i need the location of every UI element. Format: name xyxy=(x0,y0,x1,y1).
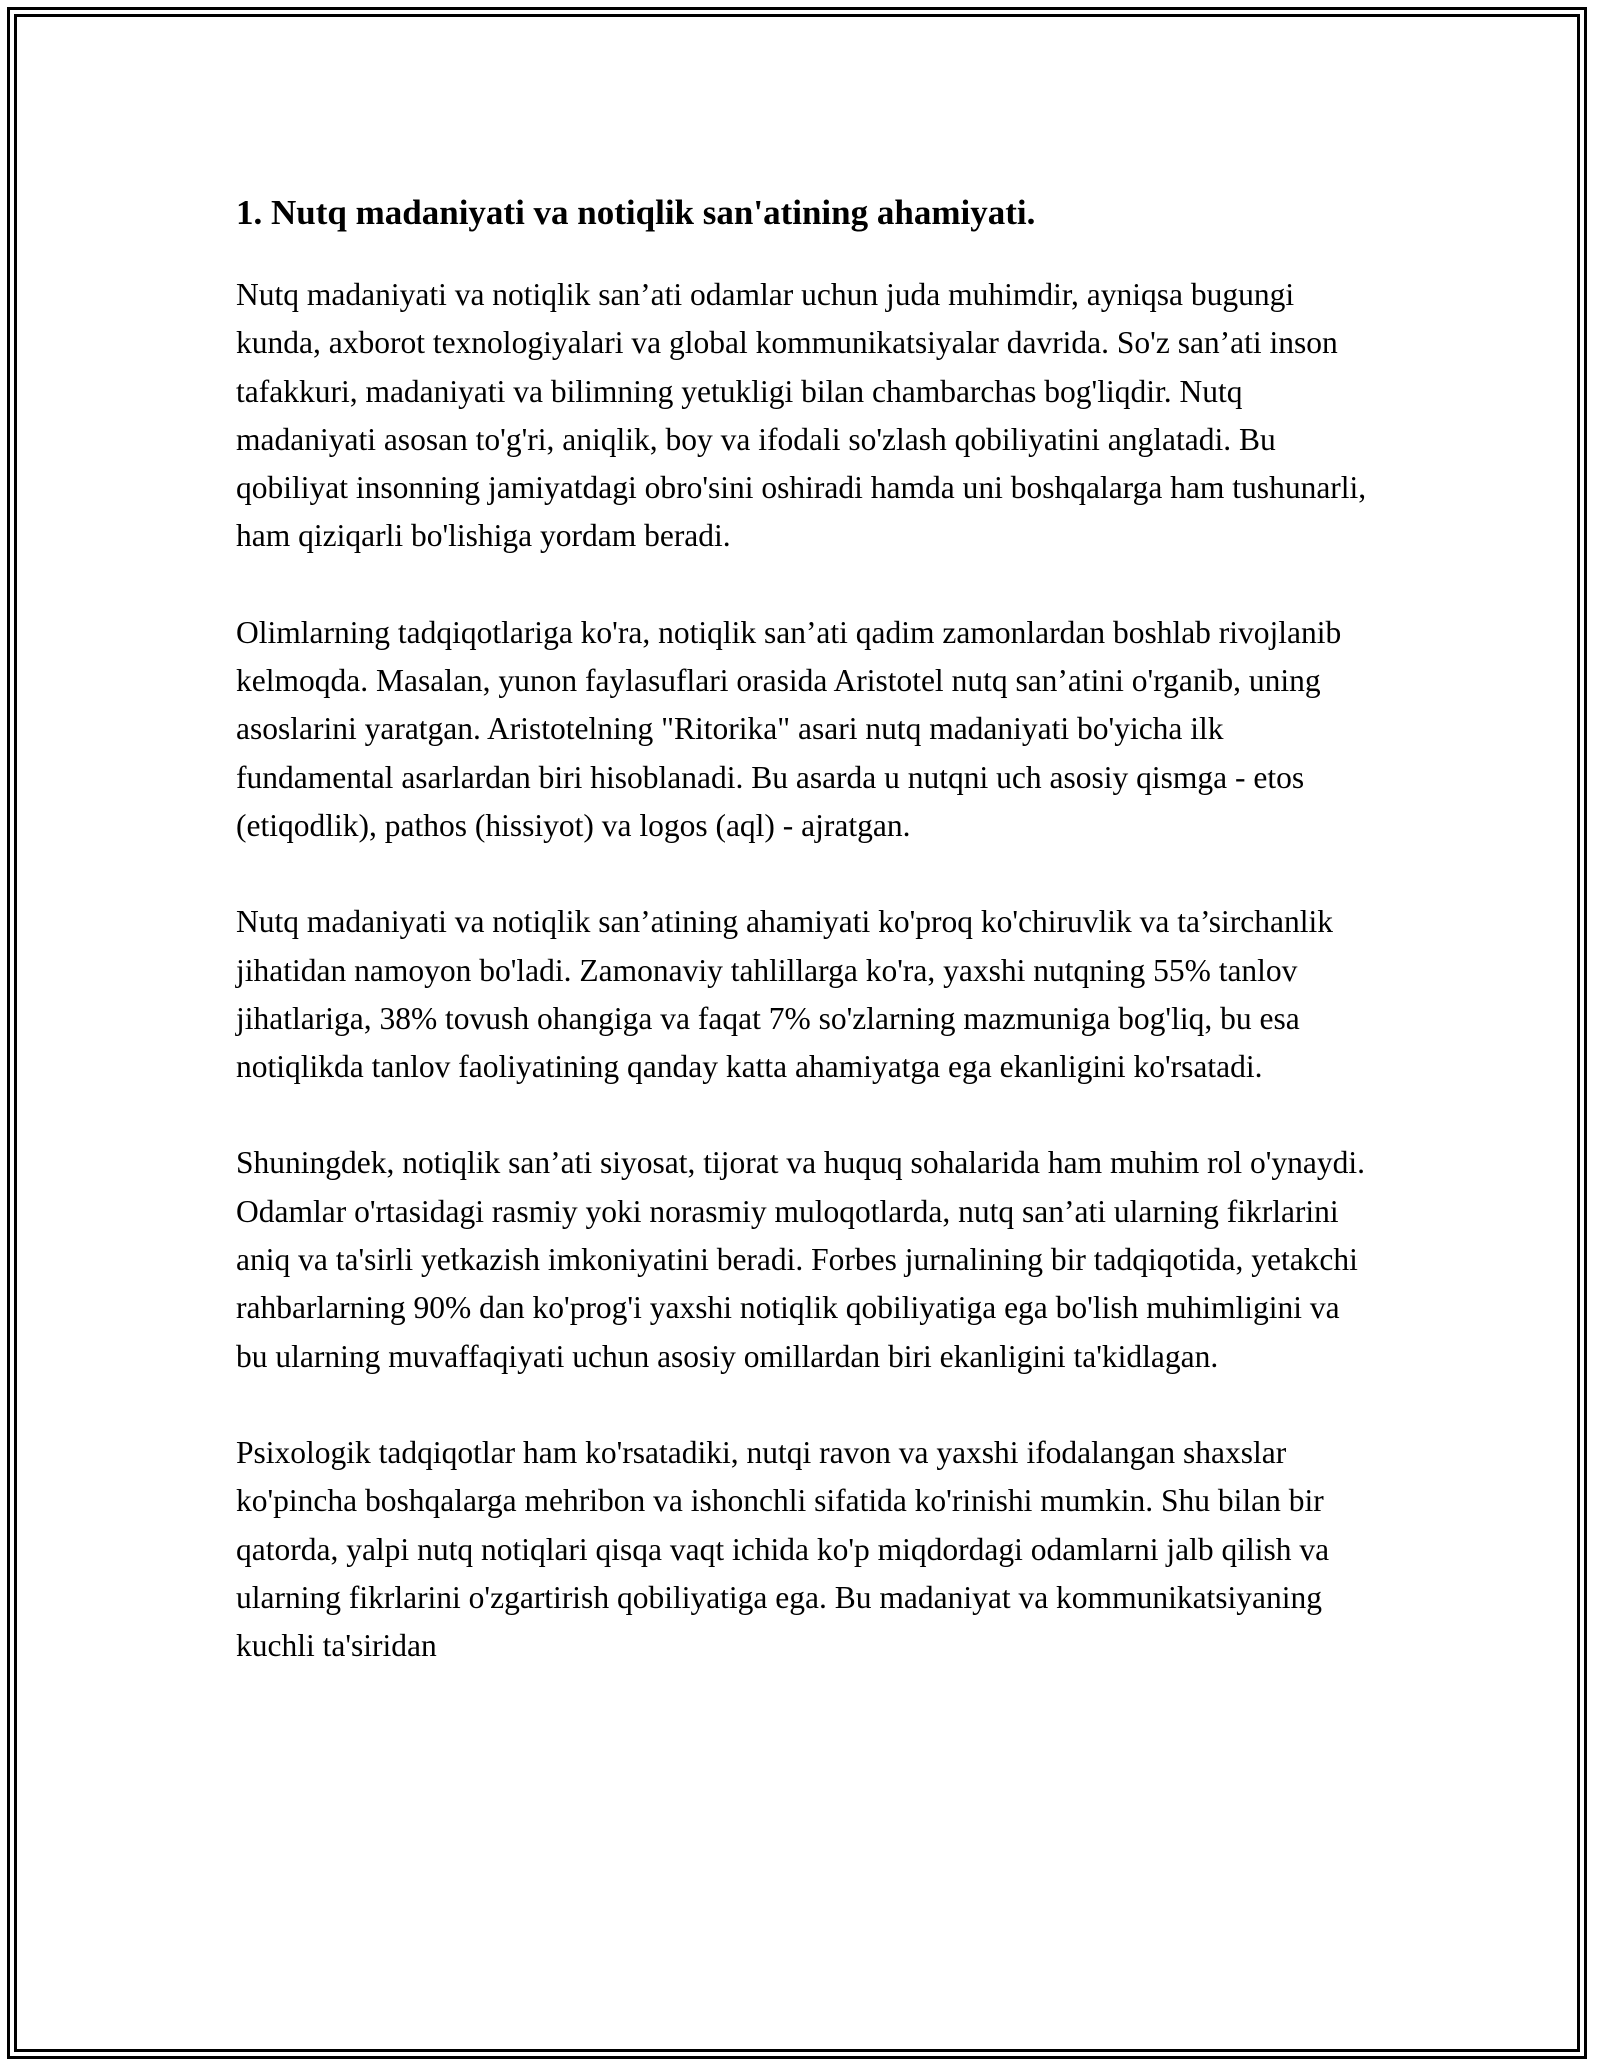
document-body xyxy=(236,183,1376,1718)
paragraph-4: Shuningdek, notiqlik san’ati siyosat, tijorat va huquq sohalarida ham muhim rol o'ynaydi. Odamlar o'rtasidagi rasmiy yoki norasmiy muloqotlarda, nutq san’ati ularning fikrlarini aniq va ta'sirli yetkazish imkoniyatini beradi. Forbes jurnalining bir tadqiqotida, yetakchi rahbarlarning 90% dan ko'prog'i yaxshi notiqlik qobiliyatiga ega bo'lish muhimligini va bu ularning muvaffaqiyati uchun asosiy omillardan biri ekanligini ta'kidlagan. xyxy=(236,1145,1366,1374)
paragraph-2: Olimlarning tadqiqotlariga ko'ra, notiqlik san’ati qadim zamonlardan boshlab rivojlanib kelmoqda. Masalan, yunon faylasuflari orasida Aristotel nutq san’atini o'rganib, uning asoslarini yaratgan. Aristotelning "Ritorika" asari nutq madaniyati bo'yicha ilk fundamental asarlardan biri hisoblanadi. Bu asarda u nutqni uch asosiy qismga - etos (etiqodlik), pathos (hissiyot) va logos (aql) - ajratgan. xyxy=(236,614,1342,843)
paragraph-5: Psixologik tadqiqotlar ham ko'rsatadiki, nutqi ravon va yaxshi ifodalangan shaxslar ko'pincha boshqalarga mehribon va ishonchli sifatida ko'rinishi mumkin. Shu bilan bir qatorda, yalpi nutq notiqlari qisqa vaqt ichida ko'p miqdordagi odamlarni jalb qilish va ularning fikrlarini o'zgartirish qobiliyatiga ega. Bu madaniyat va kommunikatsiyaning kuchli ta'siridan xyxy=(236,1434,1330,1664)
paragraph-3: Nutq madaniyati va notiqlik san’atining ahamiyati ko'proq ko'chiruvlik va ta’sirchanlik jihatidan namoyon bo'ladi. Zamonaviy tahlillarga ko'ra, yaxshi nutqning 55% tanlov jihatlariga, 38% tovush ohangiga va faqat 7% so'zlarning mazmuniga bog'liq, bu esa notiqlikda tanlov faoliyatining qanday katta ahamiyatga ega ekanligini ko'rsatadi. xyxy=(236,904,1333,1085)
paragraph-1: Nutq madaniyati va notiqlik san’ati odamlar uchun juda muhimdir, ayniqsa bugungi kunda, axborot texnologiyalari va global kommunikatsiyalar davrida. So'z san’ati inson tafakkuri, madaniyati va bilimning yetukligi bilan chambarchas bog'liqdir. Nutq madaniyati asosan to'g'ri, aniqlik, boy va ifodali so'zlash qobiliyatini anglatadi. Bu qobiliyat insonning jamiyatdagi obro'sini oshiradi hamda uni boshqalarga ham tushunarli, ham qiziqarli bo'lishiga yordam beradi. xyxy=(236,277,1367,554)
section-heading: 1. Nutq madaniyati va notiqlik san'atining ahamiyati. xyxy=(236,193,1036,232)
